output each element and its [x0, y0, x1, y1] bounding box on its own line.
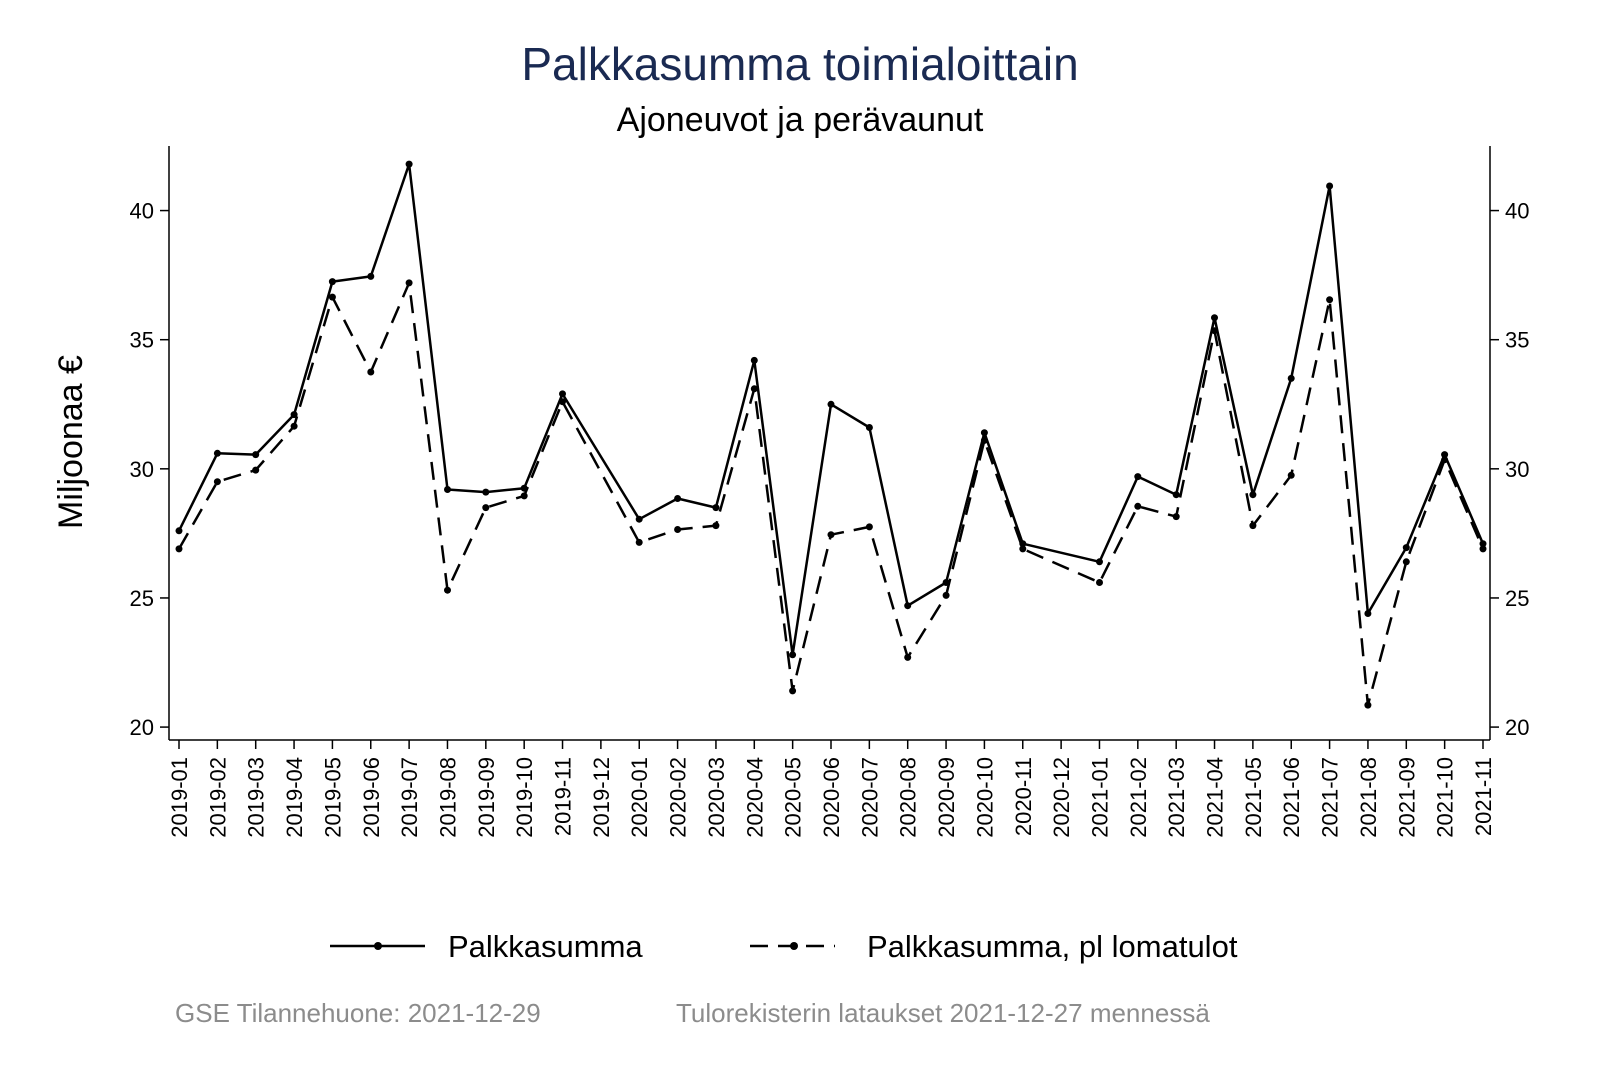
data-point	[789, 651, 796, 658]
data-point	[751, 357, 758, 364]
data-point	[1364, 610, 1371, 617]
data-point	[1173, 513, 1180, 520]
legend-label-palkkasumma: Palkkasumma	[448, 929, 643, 964]
data-point	[636, 539, 643, 546]
data-point	[981, 437, 988, 444]
data-point	[482, 489, 489, 496]
data-point	[367, 369, 374, 376]
y-tick-label-left: 20	[129, 715, 154, 741]
y-tick-label-right: 35	[1505, 327, 1530, 353]
data-point	[712, 504, 719, 511]
x-tick-label: 2021-09	[1394, 757, 1420, 838]
data-point	[674, 495, 681, 502]
data-point	[1211, 327, 1218, 334]
data-point	[214, 450, 221, 457]
data-point	[1403, 544, 1410, 551]
legend-marker-solid	[374, 942, 382, 950]
x-tick-label: 2019-04	[282, 757, 308, 838]
x-tick-label: 2020-08	[895, 757, 921, 838]
data-point	[444, 486, 451, 493]
x-tick-label: 2021-07	[1317, 757, 1343, 838]
data-point	[1249, 522, 1256, 529]
data-point	[1096, 579, 1103, 586]
x-tick-label: 2019-10	[512, 757, 538, 838]
data-point	[1326, 296, 1333, 303]
x-tick-label: 2020-09	[934, 757, 960, 838]
data-point	[1173, 491, 1180, 498]
x-tick-label: 2019-03	[243, 757, 269, 838]
x-tick-label: 2021-02	[1125, 757, 1151, 838]
data-point	[1480, 545, 1487, 552]
x-tick-label: 2020-10	[972, 757, 998, 838]
data-point	[1441, 456, 1448, 463]
data-point	[674, 526, 681, 533]
data-point	[828, 531, 835, 538]
x-tick-label: 2019-01	[167, 757, 192, 838]
data-point	[444, 587, 451, 594]
x-tick-label: 2019-07	[397, 757, 423, 838]
series-palkkasumma-pl-lomatulot	[176, 279, 1487, 708]
data-point	[252, 451, 259, 458]
y-tick-label-right: 25	[1505, 585, 1530, 611]
x-tick-label: 2021-03	[1164, 757, 1190, 838]
x-tick-label: 2021-01	[1087, 757, 1113, 838]
footer-source: GSE Tilannehuone: 2021-12-29	[175, 998, 541, 1028]
data-point	[559, 398, 566, 405]
x-tick-label: 2021-04	[1202, 757, 1228, 838]
y-tick-label-right: 40	[1505, 198, 1530, 224]
y-axis-label: Miljoonaa €	[52, 355, 90, 529]
data-point	[214, 478, 221, 485]
x-tick-label: 2021-08	[1355, 757, 1381, 838]
data-point	[1096, 558, 1103, 565]
data-point	[1211, 314, 1218, 321]
data-point	[406, 161, 413, 168]
legend-marker-dashed	[790, 942, 798, 950]
series-palkkasumma	[176, 161, 1487, 659]
x-tick-label: 2020-07	[857, 757, 883, 838]
x-tick-label: 2019-06	[358, 757, 384, 838]
data-point	[1134, 473, 1141, 480]
x-tick-label: 2020-12	[1049, 757, 1075, 838]
data-point	[176, 545, 183, 552]
x-tick-label: 2020-11	[1010, 757, 1036, 837]
y-tick-label-left: 35	[129, 327, 154, 353]
legend-label-pl-lomatulot: Palkkasumma, pl lomatulot	[867, 929, 1238, 964]
series-group	[176, 161, 1487, 709]
y-tick-label-left: 25	[129, 585, 154, 611]
y-tick-label-left: 30	[129, 456, 154, 482]
data-point	[1249, 491, 1256, 498]
x-tick-label: 2021-06	[1279, 757, 1305, 838]
data-point	[904, 602, 911, 609]
x-tick-label: 2019-09	[473, 757, 499, 838]
data-point	[1019, 545, 1026, 552]
data-point	[406, 279, 413, 286]
x-tick-label: 2019-11	[550, 757, 576, 837]
data-point	[176, 527, 183, 534]
chart-subtitle: Ajoneuvot ja perävaunut	[616, 101, 984, 139]
x-tick-label: 2019-05	[320, 757, 346, 838]
data-point	[559, 390, 566, 397]
x-tick-label: 2020-01	[627, 757, 653, 838]
data-point	[943, 592, 950, 599]
x-ticks	[167, 740, 1496, 838]
data-point	[751, 385, 758, 392]
x-tick-label: 2019-12	[588, 757, 614, 838]
data-point	[329, 294, 336, 301]
x-tick-label: 2019-02	[205, 757, 231, 838]
data-point	[521, 492, 528, 499]
x-tick-label: 2020-06	[819, 757, 844, 838]
data-point	[712, 522, 719, 529]
series-line	[179, 283, 1483, 705]
x-tick-label: 2020-05	[780, 757, 806, 838]
y-tick-label-right: 20	[1505, 715, 1530, 741]
data-point	[904, 654, 911, 661]
data-point	[636, 516, 643, 523]
x-tick-label: 2020-02	[665, 757, 691, 838]
x-tick-label: 2020-03	[703, 757, 729, 838]
data-point	[981, 429, 988, 436]
y-tick-label-right: 30	[1505, 456, 1530, 482]
legend	[330, 929, 1238, 964]
data-point	[866, 424, 873, 431]
data-point	[252, 467, 259, 474]
series-line	[179, 164, 1483, 655]
data-point	[291, 423, 298, 430]
data-point	[866, 523, 873, 530]
data-point	[367, 273, 374, 280]
data-point	[1288, 472, 1295, 479]
x-tick-label: 2021-11	[1471, 757, 1496, 837]
data-point	[329, 278, 336, 285]
data-point	[482, 504, 489, 511]
x-tick-label: 2020-04	[742, 757, 768, 838]
footer-data-note: Tulorekisterin lataukset 2021-12-27 mennessä	[676, 998, 1210, 1028]
data-point	[1364, 702, 1371, 709]
data-point	[789, 687, 796, 694]
data-point	[1288, 375, 1295, 382]
x-tick-label: 2021-10	[1432, 757, 1458, 838]
x-tick-label: 2019-08	[435, 757, 461, 838]
y-tick-label-left: 40	[129, 198, 154, 224]
x-tick-label: 2021-05	[1240, 757, 1266, 838]
chart-title: Palkkasumma toimialoittain	[521, 38, 1079, 90]
data-point	[1326, 183, 1333, 190]
data-point	[1134, 503, 1141, 510]
data-point	[1403, 558, 1410, 565]
data-point	[828, 401, 835, 408]
